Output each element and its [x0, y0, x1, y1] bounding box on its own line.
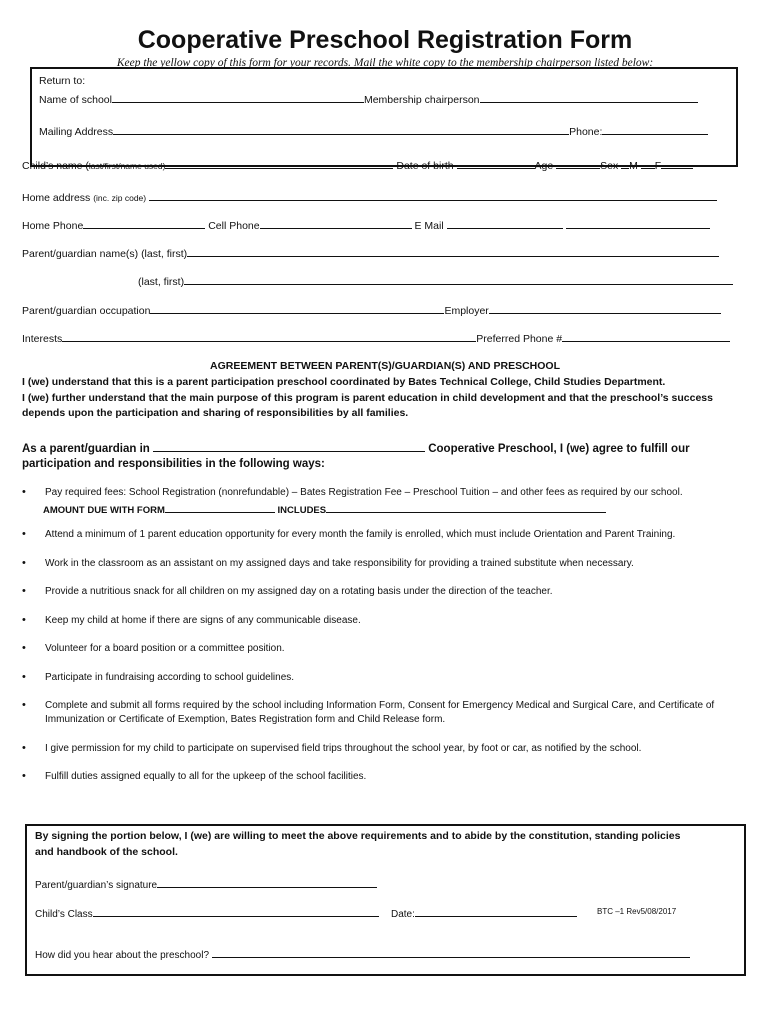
- agreement-p2b: depends upon the participation and sharing of responsibilities by all families.: [22, 407, 409, 419]
- return-to-box: [30, 67, 738, 167]
- bullet-8-icon: •: [22, 699, 26, 711]
- bullet-2-text: Attend a minimum of 1 parent education opportunity for every month the family is enrolled, which must include Orientation and Parent Training.: [45, 529, 676, 540]
- mailing-address-row: [39, 123, 708, 138]
- sex-underline-c: [661, 157, 693, 169]
- age-label: Age: [534, 160, 554, 172]
- last-first-label: (last, first): [138, 276, 185, 288]
- membership-chairperson-label: Membership chairperson: [363, 94, 480, 106]
- signature-label: Parent/guardian’s signature: [35, 880, 158, 891]
- home-address-label: Home address: [22, 192, 91, 204]
- home-address-hint: (inc. zip code): [93, 193, 147, 203]
- bullet-6-text: Volunteer for a board position or a committee position.: [45, 643, 285, 654]
- date-label: Date:: [391, 909, 415, 920]
- interests-row: [22, 330, 730, 345]
- parent-names-field-2[interactable]: [184, 273, 733, 285]
- sex-f-option[interactable]: F: [654, 160, 662, 172]
- age-field[interactable]: [556, 157, 600, 169]
- cell-phone-field[interactable]: [260, 217, 412, 229]
- child-name-hint: last/first/name used): [88, 161, 166, 171]
- bullet-10-text: Fulfill duties assigned equally to all for the upkeep of the school facilities.: [45, 771, 367, 782]
- phone-field[interactable]: [602, 123, 708, 135]
- name-of-school-label: Name of school: [39, 94, 112, 106]
- sex-label: Sex: [600, 160, 619, 172]
- membership-chairperson-field[interactable]: [480, 91, 698, 103]
- bullet-6-icon: •: [22, 642, 26, 654]
- bullet-9-text: I give permission for my child to participate on supervised field trips throughout the school year, by foot or car, as notified by the school.: [45, 743, 642, 754]
- child-name-field[interactable]: [165, 157, 393, 169]
- bullet-3-icon: •: [22, 557, 26, 569]
- includes-label: INCLUDES: [277, 505, 327, 516]
- agreement-p1: I (we) understand that this is a parent participation preschool coordinated by Bates Technical College, Child Studies Department.: [22, 376, 666, 388]
- child-name-label: Child’s name (: [22, 160, 89, 172]
- bullet-2-icon: •: [22, 528, 26, 540]
- employer-field[interactable]: [489, 302, 721, 314]
- parent-names-field[interactable]: [187, 245, 719, 257]
- date-field[interactable]: [415, 905, 577, 917]
- as-parent-row: [22, 440, 690, 455]
- date-row: [391, 905, 577, 920]
- cell-phone-label: Cell Phone: [208, 220, 260, 232]
- sex-underline-b: [641, 157, 655, 169]
- mailing-address-label: Mailing Address: [39, 126, 114, 138]
- email-field-2[interactable]: [566, 217, 710, 229]
- sex-underline-a: [621, 157, 629, 169]
- signing-intro-b: and handbook of the school.: [35, 846, 178, 858]
- interests-label: Interests: [22, 333, 63, 345]
- includes-field[interactable]: [326, 501, 606, 513]
- how-hear-label: How did you hear about the preschool?: [35, 950, 210, 961]
- bullet-4-icon: •: [22, 585, 26, 597]
- parent-names-row-2: [138, 273, 733, 288]
- home-address-row: [22, 189, 717, 204]
- parent-names-label: Parent/guardian name(s) (last, first): [22, 248, 188, 260]
- phone-label: Phone:: [569, 126, 603, 138]
- childs-class-row: [35, 905, 379, 920]
- signature-row: [35, 876, 377, 891]
- how-hear-row: [35, 946, 690, 961]
- email-field[interactable]: [447, 217, 563, 229]
- return-to-label: Return to:: [39, 75, 86, 87]
- amount-due-label: AMOUNT DUE WITH FORM: [43, 505, 165, 516]
- home-phone-field[interactable]: [83, 217, 205, 229]
- childs-class-label: Child’s Class: [35, 909, 93, 920]
- interests-field[interactable]: [62, 330, 476, 342]
- bullet-10-icon: •: [22, 770, 26, 782]
- employer-label: Employer: [444, 305, 489, 317]
- signature-field[interactable]: [157, 876, 377, 888]
- bullet-1-icon: •: [22, 486, 26, 498]
- phones-row: [22, 217, 710, 232]
- amount-due-row: [43, 501, 606, 516]
- bullet-3-text: Work in the classroom as an assistant on my assigned days and take responsibility for providing a trained substitute when necessary.: [45, 558, 634, 569]
- preferred-phone-field[interactable]: [562, 330, 730, 342]
- as-parent-label-c: participation and responsibilities in the following ways:: [22, 458, 325, 470]
- sex-m-option[interactable]: M: [629, 160, 638, 172]
- dob-field[interactable]: [457, 157, 535, 169]
- mailing-address-field[interactable]: [113, 123, 569, 135]
- bullet-5-text: Keep my child at home if there are signs of any communicable disease.: [45, 615, 361, 626]
- child-name-row: [22, 157, 693, 172]
- bullet-9-icon: •: [22, 742, 26, 754]
- agreement-p2a: I (we) further understand that the main purpose of this program is parent education in child development and that the preschool’s success: [22, 392, 713, 404]
- occupation-field[interactable]: [150, 302, 444, 314]
- signing-intro-a: By signing the portion below, I (we) are willing to meet the above requirements and to abide by the constitution, standing policies: [35, 830, 681, 842]
- as-parent-label-a: As a parent/guardian in: [22, 443, 150, 455]
- bullet-5-icon: •: [22, 614, 26, 626]
- occupation-row: [22, 302, 721, 317]
- bullet-8-text-b: Immunization or Certificate of Exemption, Bates Registration form and Child Release form.: [45, 714, 446, 725]
- occupation-label: Parent/guardian occupation: [22, 305, 151, 317]
- dob-label: Date of birth: [396, 160, 454, 172]
- home-phone-label: Home Phone: [22, 220, 84, 232]
- form-title: Cooperative Preschool Registration Form: [137, 26, 633, 54]
- as-parent-label-b: Cooperative Preschool, I (we) agree to fulfill our: [428, 443, 690, 455]
- bullet-1-text: Pay required fees: School Registration (nonrefundable) – Bates Registration Fee – Preschool Tuition – and other fees as required by our school.: [45, 487, 683, 498]
- bullet-7-icon: •: [22, 671, 26, 683]
- childs-class-field[interactable]: [93, 905, 379, 917]
- name-of-school-field[interactable]: [112, 91, 364, 103]
- amount-due-field[interactable]: [165, 501, 275, 513]
- preschool-name-field[interactable]: [153, 440, 425, 452]
- bullet-8-text-a: Complete and submit all forms required by the school including Information Form, Consent for Emergency Medical and Surgical Care, and Certificate of: [45, 700, 715, 711]
- name-of-school-row: [39, 91, 698, 106]
- bullet-4-text: Provide a nutritious snack for all children on my assigned day on a rotating basis under the direction of the teacher.: [45, 586, 553, 597]
- email-label: E Mail: [414, 220, 444, 232]
- how-hear-field[interactable]: [212, 946, 690, 958]
- home-address-field[interactable]: [149, 189, 717, 201]
- form-subtitle: Keep the yellow copy of this form for your records. Mail the white copy to the membership chairperson listed below:: [116, 57, 654, 69]
- bullet-7-text: Participate in fundraising according to school guidelines.: [45, 672, 295, 683]
- agreement-heading: AGREEMENT BETWEEN PARENT(S)/GUARDIAN(S) AND PRESCHOOL: [209, 360, 560, 372]
- preferred-phone-label: Preferred Phone #: [476, 333, 563, 345]
- revision-code: BTC –1 Rev5/08/2017: [597, 907, 677, 916]
- parent-names-row: [22, 245, 719, 260]
